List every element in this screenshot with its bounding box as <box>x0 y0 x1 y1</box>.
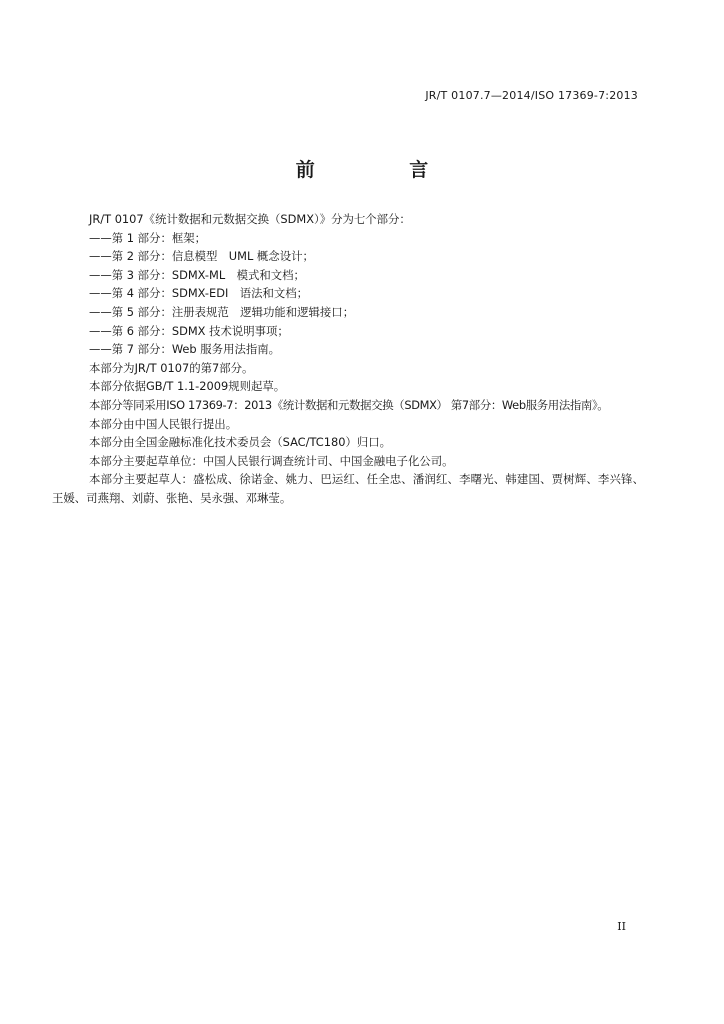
paragraph-intro: JR/T 0107《统计数据和元数据交换（SDMX）》分为七个部分： <box>89 212 411 226</box>
paragraph-drafting-units: 本部分主要起草单位：中国人民银行调查统计司、中国金融电子化公司。 <box>89 453 454 468</box>
paragraph-part-statement: 本部分为JR/T 0107的第7部分。 <box>89 360 254 375</box>
paragraph-adoption: 本部分等同采用ISO 17369-7：2013《统计数据和元数据交换（SDMX） 第7部分：Web服务用法指南》。 <box>89 397 609 412</box>
list-item-part-1: ——第 1 部分：框架； <box>89 230 207 245</box>
list-item-part-2: ——第 2 部分：信息模型 UML 概念设计； <box>89 249 314 264</box>
paragraph-drafting-rules: 本部分依据GB/T 1.1-2009规则起草。 <box>89 379 286 394</box>
list-item-part-5: ——第 5 部分：注册表规范 逻辑功能和逻辑接口； <box>89 304 355 319</box>
foreword-body <box>52 210 644 508</box>
paragraph-proposer: 本部分由中国人民银行提出。 <box>89 416 238 431</box>
list-item-part-7: ——第 7 部分：Web 服务用法指南。 <box>89 342 281 357</box>
standard-number-header: JR/T 0107.7—2014/ISO 17369-7:2013 <box>425 89 638 102</box>
list-item-part-3: ——第 3 部分：SDMX-ML 模式和文档； <box>89 267 305 282</box>
page-title: 前 言 <box>295 159 473 181</box>
paragraph-drafters: 本部分主要起草人：盛松成、徐诺金、姚力、巴运红、任全忠、潘润红、李曙光、韩建国、贾树辉、李兴锋、王媛、司燕翔、刘蔚、张艳、吴永强、邓琳莹。 <box>52 472 644 505</box>
paragraph-committee: 本部分由全国金融标准化技术委员会（SAC/TC180）归口。 <box>89 435 392 450</box>
page-number: II <box>617 920 626 933</box>
list-item-part-6: ——第 6 部分：SDMX 技术说明事项； <box>89 323 289 338</box>
list-item-part-4: ——第 4 部分：SDMX-EDI 语法和文档； <box>89 286 309 301</box>
